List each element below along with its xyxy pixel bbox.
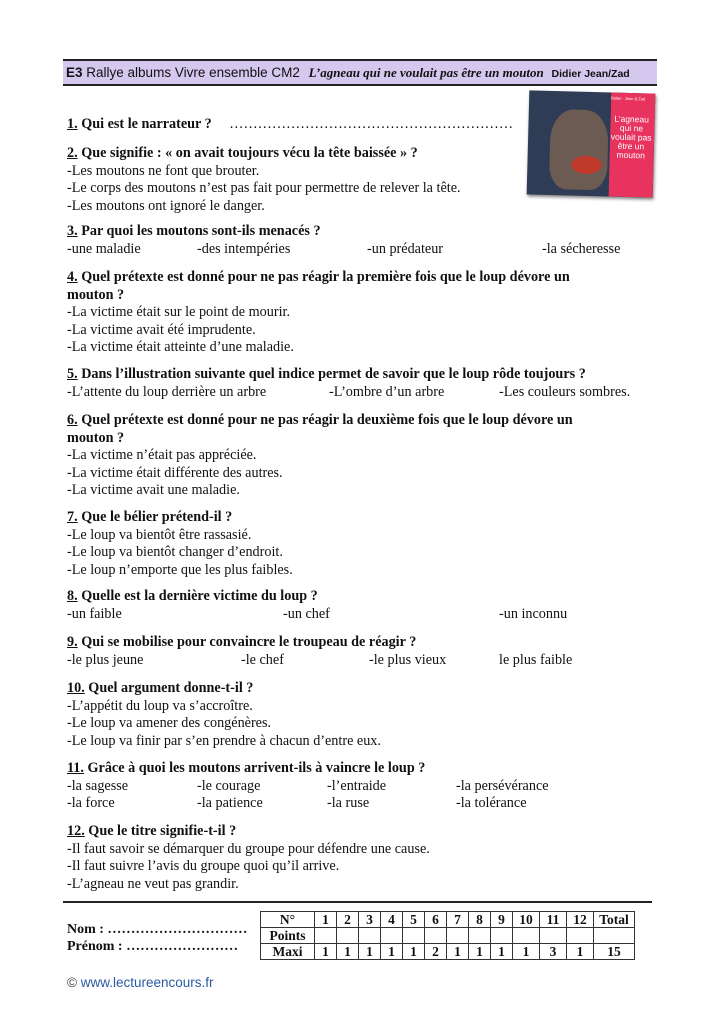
question-number: 4. (67, 269, 78, 285)
footer (67, 975, 214, 990)
wolf-illustration (549, 109, 609, 190)
answer-option[interactable]: -Le loup va bientôt changer d’endroit. (67, 544, 283, 560)
answer-option[interactable]: -la sécheresse (542, 240, 621, 257)
maxi-cell: 2 (425, 944, 447, 960)
header-title: L’agneau qui ne voulait pas être un mouton (308, 65, 544, 80)
header-author: Didier Jean/Zad (551, 68, 630, 80)
answer-option[interactable]: -La victime avait une maladie. (67, 482, 240, 498)
answer-option[interactable]: -La victime n’était pas appréciée. (67, 447, 257, 463)
points-cell[interactable] (513, 928, 540, 944)
question-title (67, 412, 573, 430)
row-label: N° (261, 912, 315, 928)
answer-option[interactable]: -la sagesse (67, 777, 129, 794)
answer-option[interactable]: -la ruse (327, 795, 370, 811)
question-8 (67, 588, 657, 623)
cover-title: L’agneau qui ne voulait pas être un mouton (610, 113, 652, 161)
answer-option[interactable]: -la persévérance (456, 777, 549, 794)
question-number: 8. (67, 588, 78, 604)
question-number: 3. (67, 223, 78, 239)
points-cell[interactable] (469, 928, 491, 944)
column-number: 3 (359, 912, 381, 928)
points-cell[interactable] (403, 928, 425, 944)
maxi-cell: 1 (359, 944, 381, 960)
question-number: 9. (67, 634, 78, 650)
question-text: Grâce à quoi les moutons arrivent-ils à vaincre le loup ? (83, 760, 426, 776)
copyright-icon: © (67, 975, 77, 990)
column-number: 12 (567, 912, 594, 928)
cover-authors: Didier · Jean & Zad (610, 95, 646, 102)
points-cell[interactable] (491, 928, 513, 944)
answer-option[interactable]: -un chef (283, 605, 330, 622)
maxi-cell: 1 (567, 944, 594, 960)
maxi-cell: 1 (403, 944, 425, 960)
answer-option[interactable]: -Le loup va finir par s’en prendre à chacun d’entre eux. (67, 732, 381, 749)
question-number: 12. (67, 823, 85, 839)
maxi-cell: 1 (447, 944, 469, 960)
answer-option[interactable]: -la force (67, 795, 115, 811)
maxi-cell: 1 (337, 944, 359, 960)
row-label: Maxi (261, 944, 315, 960)
answer-option[interactable]: -l’entraide (327, 777, 387, 794)
question-number: 2. (67, 145, 78, 161)
question-text: Qui se mobilise pour convaincre le troupeau de réagir ? (77, 634, 417, 650)
column-number: 1 (315, 912, 337, 928)
divider-line (63, 901, 652, 903)
question-number: 1. (67, 116, 78, 132)
answer-option[interactable]: -Les couleurs sombres. (499, 383, 631, 400)
question-text: Que signifie : « on avait toujours vécu la tête baissée » ? (77, 145, 418, 161)
maxi-cell: 1 (381, 944, 403, 960)
question-text-continued: mouton ? (67, 429, 125, 446)
maxi-cell: 1 (513, 944, 540, 960)
question-title (67, 145, 461, 163)
answer-option[interactable]: -La victime avait été imprudente. (67, 321, 256, 338)
answer-option[interactable]: -la patience (197, 795, 263, 811)
question-title (67, 680, 381, 698)
question-9 (67, 634, 657, 669)
question-4 (67, 269, 570, 357)
question-title (67, 366, 657, 384)
points-cell[interactable] (381, 928, 403, 944)
points-cell[interactable] (315, 928, 337, 944)
answer-option[interactable]: -une maladie (67, 240, 141, 257)
header-series: Rallye albums Vivre ensemble CM2 (86, 65, 300, 80)
question-7 (67, 509, 293, 579)
question-text: Que le titre signifie-t-il ? (84, 823, 237, 839)
question-text: Dans l’illustration suivante quel indice permet de savoir que le loup rôde toujours ? (77, 366, 586, 382)
question-title (67, 223, 657, 241)
question-number: 10. (67, 680, 85, 696)
question-text: Par quoi les moutons sont-ils menacés ? (77, 223, 321, 239)
answer-option[interactable]: -le chef (241, 651, 284, 668)
answer-option[interactable]: -Le loup va amener des congénères. (67, 715, 272, 731)
points-cell[interactable] (337, 928, 359, 944)
column-number: 4 (381, 912, 403, 928)
answer-option[interactable]: -des intempéries (197, 240, 291, 257)
answer-option[interactable]: -Il faut suivre l’avis du groupe quoi qu’il arrive. (67, 858, 340, 874)
question-text: Qui est le narrateur ? (77, 116, 212, 132)
column-number: 11 (540, 912, 567, 928)
prenom-field[interactable]: Prénom : …………………… (67, 939, 239, 954)
column-number: 7 (447, 912, 469, 928)
answer-option[interactable]: -L’attente du loup derrière un arbre (67, 383, 267, 400)
answer-option[interactable]: -un prédateur (367, 240, 444, 257)
answer-option[interactable]: -le plus jeune (67, 651, 144, 668)
answer-option[interactable]: -le courage (197, 777, 261, 794)
answer-option[interactable]: -un faible (67, 605, 122, 622)
maxi-cell: 1 (491, 944, 513, 960)
question-2 (67, 145, 461, 215)
points-cell[interactable] (425, 928, 447, 944)
column-number: 5 (403, 912, 425, 928)
question-title (67, 588, 657, 606)
score-table (260, 911, 635, 960)
question-title (67, 269, 570, 287)
question-title (67, 116, 212, 132)
answer-option[interactable]: -Les moutons ne font que brouter. (67, 162, 260, 179)
question-3 (67, 223, 657, 258)
points-cell[interactable] (359, 928, 381, 944)
answer-option[interactable]: -Le corps des moutons n’est pas fait pour permettre de relever la tête. (67, 180, 461, 196)
column-total: Total (594, 912, 635, 928)
column-number: 10 (513, 912, 540, 928)
question-5 (67, 366, 657, 401)
answer-option[interactable]: -L’agneau ne veut pas grandir. (67, 875, 239, 892)
points-cell[interactable] (567, 928, 594, 944)
question-title (67, 634, 657, 652)
question-number: 11. (67, 760, 84, 776)
question-text: Que le bélier prétend-il ? (77, 509, 233, 525)
column-number: 2 (337, 912, 359, 928)
points-cell[interactable] (447, 928, 469, 944)
nom-field[interactable]: Nom : ………………………… (67, 922, 248, 937)
question-text: Quel argument donne-t-il ? (84, 680, 254, 696)
answer-option[interactable]: -L’ombre d’un arbre (329, 383, 445, 400)
score-row-maxi (261, 944, 635, 960)
points-total-cell[interactable] (594, 928, 635, 944)
answer-option[interactable]: le plus faible (499, 651, 573, 668)
score-row-numbers (261, 912, 635, 928)
points-cell[interactable] (540, 928, 567, 944)
maxi-total-cell: 15 (594, 944, 635, 960)
column-number: 6 (425, 912, 447, 928)
row-label: Points (261, 928, 315, 944)
answer-option[interactable]: -Le loup va bientôt être rassasié. (67, 526, 252, 543)
answer-option[interactable]: -la tolérance (456, 795, 527, 811)
column-number: 8 (469, 912, 491, 928)
answer-option[interactable]: -un inconnu (499, 605, 568, 622)
answer-option[interactable]: -Il faut savoir se démarquer du groupe pour défendre une cause. (67, 840, 430, 857)
question-number: 7. (67, 509, 78, 525)
question-text: Quelle est la dernière victime du loup ? (77, 588, 318, 604)
maxi-cell: 1 (469, 944, 491, 960)
question-6 (67, 412, 573, 500)
question-title (67, 760, 657, 778)
question-text: Quel prétexte est donné pour ne pas réagir la deuxième fois que le loup dévore un (77, 412, 573, 428)
header-label: E3 (66, 65, 83, 80)
answer-option[interactable]: -L’appétit du loup va s’accroître. (67, 697, 253, 714)
answer-option[interactable]: -le plus vieux (369, 651, 447, 668)
website-link[interactable]: www.lectureencours.fr (80, 975, 214, 990)
book-cover-image (527, 90, 656, 197)
question-text: Quel prétexte est donné pour ne pas réagir la première fois que le loup dévore un (77, 269, 570, 285)
score-row-points (261, 928, 635, 944)
question-number: 6. (67, 412, 78, 428)
answer-option[interactable]: -La victime était atteinte d’une maladie. (67, 339, 294, 355)
answer-line[interactable]: …………………………………………………… (229, 116, 514, 132)
maxi-cell: 1 (315, 944, 337, 960)
question-10 (67, 680, 381, 750)
maxi-cell: 3 (540, 944, 567, 960)
question-title (67, 509, 293, 527)
question-12 (67, 823, 430, 893)
answer-option[interactable]: -Le loup n’emporte que les plus faibles. (67, 561, 293, 578)
question-text-continued: mouton ? (67, 286, 125, 303)
question-title (67, 823, 430, 841)
question-1 (67, 116, 513, 134)
answer-option[interactable]: -Les moutons ont ignoré le danger. (67, 197, 265, 214)
question-11 (67, 760, 657, 813)
worksheet-header (63, 59, 657, 86)
answer-option[interactable]: -La victime était sur le point de mourir. (67, 304, 290, 320)
question-number: 5. (67, 366, 78, 382)
column-number: 9 (491, 912, 513, 928)
answer-option[interactable]: -La victime était différente des autres. (67, 464, 283, 481)
